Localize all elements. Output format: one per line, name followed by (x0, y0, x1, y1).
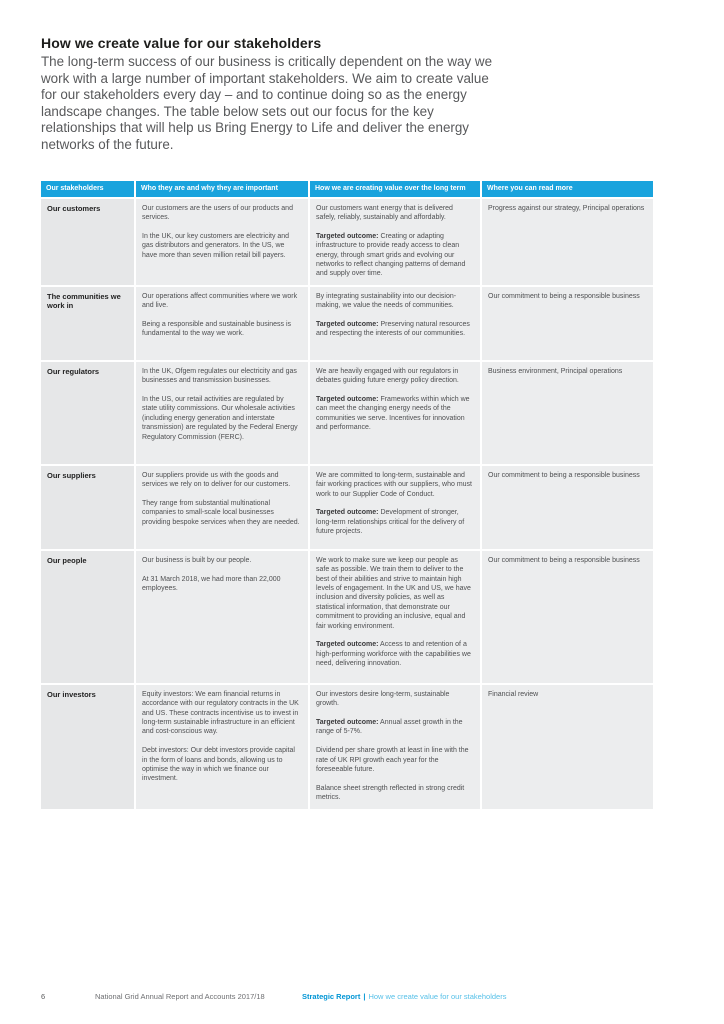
section-page-title: How we create value for our stakeholders (368, 992, 507, 1001)
where-cell: Business environment, Principal operations (482, 362, 653, 464)
stakeholder-cell: Our regulators (41, 362, 134, 464)
how-cell (310, 466, 480, 549)
cell-paragraph: We are committed to long-term, sustainable and fair working practices with our suppliers, who must work to our Supplier Code of Conduct. (316, 471, 473, 498)
stakeholder-cell: Our suppliers (41, 466, 134, 549)
cell-paragraph: Our customers want energy that is delivered safely, reliably, sustainably and affordably. (316, 204, 453, 221)
where-cell: Our commitment to being a responsible business (482, 287, 653, 360)
page-content (41, 35, 653, 809)
column-header-how: How we are creating value over the long term (310, 181, 480, 197)
cell-paragraph: They range from substantial multinational companies to small-scale local businesses providing bespoke services when they are needed. (142, 500, 300, 526)
intro-paragraph: The long-term success of our business is critically dependent on the way we work with a large number of important stakeholders. We aim to create value for our stakeholders every day – and to continue doing so as the energy landscape changes. The table below sets out our focus for the key relationships that will help us Bring Energy to Life and deliver the energy networks of the future. (41, 54, 493, 152)
cell-paragraph: In the UK, our key customers are electricity and gas distributors and generators. In the US, we have more than seven million retail bill payers. (142, 232, 290, 259)
column-header-stakeholders: Our stakeholders (41, 181, 134, 197)
cell-paragraph: Targeted outcome: Creating or adapting infrastructure to provide ready access to clean energy, through smart grids and evolving our networks to reflect changing patterns of demand and supply over time. (316, 232, 466, 278)
stakeholder-cell: The communities we work in (41, 287, 134, 360)
page-title: How we create value for our stakeholders (41, 35, 322, 51)
cell-paragraph: In the US, our retail activities are regulated by state utility commissions. Our wholesale activities (including energy generation and interstate transmission) are regulated by the Federal Energy Regulatory Commission (FERC). (142, 396, 298, 441)
cell-paragraph: Targeted outcome: Development of stronger, long-term relationships critical for the delivery of future projects. (316, 509, 465, 536)
report-title: National Grid Annual Report and Accounts 2017/18 (95, 992, 265, 1001)
footer-separator: | (363, 992, 366, 1001)
cell-paragraph: Targeted outcome: Annual asset growth in the range of 5-7%. (316, 719, 463, 736)
who-cell (136, 362, 308, 464)
stakeholders-table (41, 181, 653, 809)
where-cell: Our commitment to being a responsible business (482, 466, 653, 549)
cell-paragraph: Our suppliers provide us with the goods and services we rely on to deliver for our customers. (142, 471, 291, 489)
cell-paragraph: Our investors desire long-term, sustainable growth. (316, 690, 450, 708)
column-header-where: Where you can read more (482, 181, 653, 197)
who-cell (136, 551, 308, 683)
column-header-who: Who they are and why they are important (136, 181, 308, 197)
footer-section (302, 992, 506, 1001)
who-cell (136, 466, 308, 549)
cell-paragraph: By integrating sustainability into our decision-making, we value the needs of communities. (316, 292, 457, 310)
how-cell (310, 685, 480, 809)
cell-paragraph: Targeted outcome: Frameworks within which we can meet the changing energy needs of the communities we serve. Incentives for innovation and performance. (316, 396, 470, 432)
how-cell (310, 287, 480, 360)
cell-paragraph: Debt investors: Our debt investors provide capital in the form of loans and bonds, allowing us to optimise the way in which we finance our investment. (142, 747, 295, 783)
cell-paragraph: Our customers are the users of our products and services. (142, 204, 293, 221)
cell-paragraph: We work to make sure we keep our people as safe as possible. We train them to deliver to the best of their abilities and strive to maintain high levels of engagement. In the UK and US, we have inclusion and diversity policies, as well as statistical information, that demonstrate our commitment to providing an inclusive, equal and fair working environment. (316, 556, 471, 630)
where-cell: Financial review (482, 685, 653, 809)
cell-paragraph: Targeted outcome: Access to and retention of a high-performing workforce with the capabilities we need, delivering innovation. (316, 641, 471, 668)
cell-paragraph: Our business is built by our people. (142, 556, 252, 564)
who-cell (136, 685, 308, 809)
page-footer (0, 992, 724, 1004)
stakeholder-cell: Our customers (41, 199, 134, 285)
stakeholder-cell: Our investors (41, 685, 134, 809)
cell-paragraph: Being a responsible and sustainable business is fundamental to the way we work. (142, 321, 292, 338)
cell-paragraph: Equity investors: We earn financial returns in accordance with our regulatory contracts in the UK and US. These contracts incentivise us to invest in long-term sustainable infrastructure in an efficient and cost-conscious way. (142, 690, 299, 736)
how-cell (310, 362, 480, 464)
cell-paragraph: At 31 March 2018, we had more than 22,000 employees. (142, 575, 281, 592)
cell-paragraph: We are heavily engaged with our regulators in debates guiding future energy policy direction. (316, 367, 459, 385)
cell-paragraph: Targeted outcome: Preserving natural resources and respecting the interests of our communities. (316, 321, 470, 338)
where-cell: Progress against our strategy, Principal operations (482, 199, 653, 285)
cell-paragraph: Dividend per share growth at least in line with the rate of UK RPI growth each year for the foreseeable future. (316, 747, 469, 774)
who-cell (136, 199, 308, 285)
how-cell (310, 551, 480, 683)
cell-paragraph: Balance sheet strength reflected in strong credit metrics. (316, 784, 465, 802)
who-cell (136, 287, 308, 360)
where-cell: Our commitment to being a responsible business (482, 551, 653, 683)
cell-paragraph: Our operations affect communities where we work and live. (142, 292, 298, 310)
page-number: 6 (41, 992, 46, 1001)
cell-paragraph: In the UK, Ofgem regulates our electricity and gas businesses and transmission businesses. (142, 367, 297, 385)
section-label: Strategic Report (302, 992, 361, 1001)
how-cell (310, 199, 480, 285)
stakeholder-cell: Our people (41, 551, 134, 683)
